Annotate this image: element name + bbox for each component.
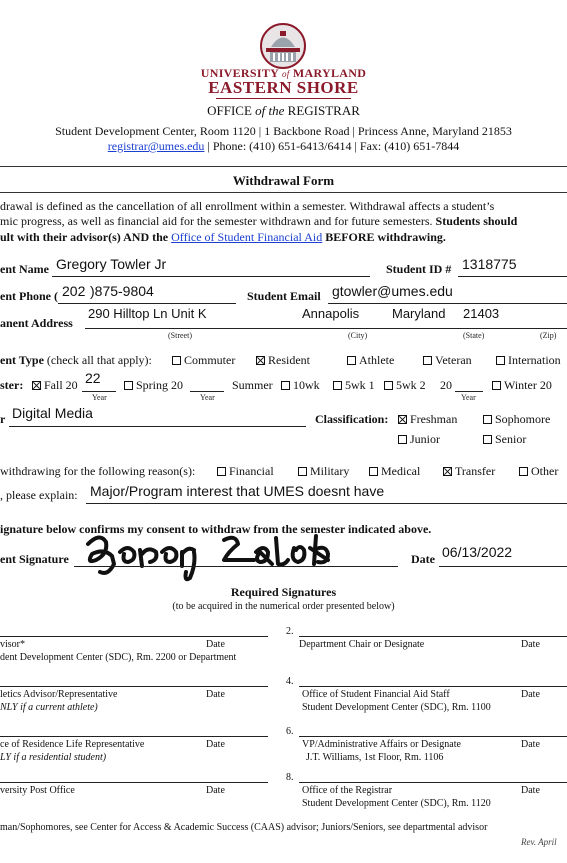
student-type-row: ent Type (check all that apply):: [0, 353, 152, 367]
checkbox-icon: [369, 467, 378, 476]
student-name-field[interactable]: Gregory Towler Jr: [56, 256, 167, 272]
checked-checkbox-icon: [256, 356, 265, 365]
semester-summer-label: Summer: [232, 378, 273, 392]
office-address: Student Development Center, Room 1120 | 1 Backbone Road | Princess Anne, Maryland 21853: [55, 124, 512, 138]
major-label: r: [0, 412, 6, 426]
consent-statement: ignature below confirms my consent to withdraw from the semester indicated above.: [0, 522, 432, 536]
sig4-location: Student Development Center (SDC), Rm. 1100: [302, 702, 491, 713]
logo-divider: [216, 98, 351, 99]
reason-financial-option[interactable]: Financial: [217, 464, 274, 479]
sig3-date-label: Date: [206, 689, 225, 700]
checkbox-icon: [496, 356, 505, 365]
reason-military-option[interactable]: Military: [298, 464, 349, 479]
class-senior-option[interactable]: Senior: [483, 432, 526, 447]
summer-5wk1-option[interactable]: 5wk 1: [333, 378, 375, 393]
checkbox-icon: [398, 435, 407, 444]
type-veteran-option[interactable]: Veteran: [423, 353, 472, 368]
revision-note: Rev. April: [521, 837, 557, 847]
sig5-date-label: Date: [206, 739, 225, 750]
caption-state: (State): [463, 331, 485, 340]
sig2-number: 2.: [286, 626, 294, 637]
major-field[interactable]: Digital Media: [12, 405, 93, 421]
intro-line-1: drawal is defined as the cancellation of all enrollment within a semester. Withdrawal affects a student’s: [0, 199, 495, 213]
required-signatures-subtitle: (to be acquired in the numerical order presented below): [172, 601, 395, 612]
sig6-location: J.T. Williams, 1st Floor, Rm. 1106: [306, 752, 444, 763]
university-seal-logo: [252, 22, 314, 70]
summer-5wk2-option[interactable]: 5wk 2: [384, 378, 426, 393]
title-divider: [0, 192, 567, 193]
date-label: Date: [411, 552, 435, 566]
student-id-label: Student ID #: [386, 262, 452, 276]
sig6-date-label: Date: [521, 739, 540, 750]
student-email-field[interactable]: gtowler@umes.edu: [332, 283, 453, 299]
checked-checkbox-icon: [398, 415, 407, 424]
type-international-option[interactable]: Internation: [496, 353, 561, 368]
explain-field[interactable]: Major/Program interest that UMES doesnt have: [90, 483, 385, 499]
checkbox-icon: [281, 381, 290, 390]
student-name-label: ent Name: [0, 262, 49, 276]
year-caption-spring: Year: [200, 393, 215, 402]
address-zip-field[interactable]: 21403: [463, 306, 500, 321]
caption-zip: (Zip): [540, 331, 557, 340]
semester-label: ster:: [0, 378, 24, 392]
phone-area-field[interactable]: 202: [62, 283, 86, 299]
sig2-title: Department Chair or Designate: [299, 639, 425, 650]
checked-checkbox-icon: [32, 381, 41, 390]
checkbox-icon: [333, 381, 342, 390]
caption-city: (City): [348, 331, 368, 340]
checkbox-icon: [347, 356, 356, 365]
address-street-field[interactable]: 290 Hilltop Ln Unit K: [88, 306, 207, 321]
checkbox-icon: [483, 415, 492, 424]
type-commuter-option[interactable]: Commuter: [172, 353, 235, 368]
checkbox-icon: [384, 381, 393, 390]
office-contact-line: registrar@umes.edu | Phone: (410) 651-6413/6414 | Fax: (410) 651-7844: [107, 139, 460, 153]
university-name-line2: EASTERN SHORE: [208, 78, 359, 97]
semester-winter-option[interactable]: Winter 20: [492, 378, 552, 393]
sig7-date-label: Date: [206, 785, 225, 796]
sig8-number: 8.: [286, 772, 294, 783]
advisor-footnote: man/Sophomores, see Center for Access & Academic Success (CAAS) advisor; Juniors/Seniors, see departmental advisor: [0, 822, 488, 833]
checkbox-icon: [172, 356, 181, 365]
sig5-note: LY if a residential student): [0, 752, 107, 763]
student-signature-image: [78, 530, 358, 582]
caption-street: (Street): [168, 331, 192, 340]
type-resident-option[interactable]: Resident: [256, 353, 310, 368]
semester-fall-option[interactable]: Fall 20: [32, 378, 78, 393]
type-athlete-option[interactable]: Athlete: [347, 353, 394, 368]
classification-label: Classification:: [315, 412, 389, 426]
year-caption-summer: Year: [461, 393, 476, 402]
checkbox-icon: [298, 467, 307, 476]
permanent-address-label: anent Address: [0, 316, 73, 330]
sig1-location: dent Development Center (SDC), Rm. 2200 or Department: [0, 652, 237, 663]
phone-number-field[interactable]: )875-9804: [90, 283, 154, 299]
reason-other-option[interactable]: Other: [519, 464, 558, 479]
year-caption-fall: Year: [92, 393, 107, 402]
student-phone-label: ent Phone (: [0, 289, 58, 303]
address-state-field[interactable]: Maryland: [392, 306, 446, 321]
reason-medical-option[interactable]: Medical: [369, 464, 420, 479]
sig6-number: 6.: [286, 726, 294, 737]
registrar-email-link[interactable]: registrar@umes.edu: [107, 139, 205, 153]
student-email-label: Student Email: [247, 289, 321, 303]
intro-line-2: mic progress, as well as financial aid for the semester withdrawn and for future semesters. Students should: [0, 214, 518, 228]
sig5-title: ce of Residence Life Representative: [0, 739, 145, 750]
university-name-line1: UNIVERSITY of MARYLAND: [200, 66, 367, 80]
required-signatures-title: Required Signatures: [230, 585, 337, 599]
class-freshman-option[interactable]: Freshman: [398, 412, 457, 427]
sig4-date-label: Date: [521, 689, 540, 700]
top-divider: [0, 166, 567, 167]
sig4-title: Office of Student Financial Aid Staff: [302, 689, 450, 700]
sig8-title: Office of the Registrar: [302, 785, 393, 796]
address-city-field[interactable]: Annapolis: [302, 306, 360, 321]
sig1-title: visor*: [0, 639, 25, 650]
sig8-date-label: Date: [521, 785, 540, 796]
intro-line-3: ult with their advisor(s) AND the Office of Student Financial Aid BEFORE withdrawing.: [0, 230, 446, 244]
class-sophomore-option[interactable]: Sophomore: [483, 412, 550, 427]
sig2-date-label: Date: [521, 639, 540, 650]
checkbox-icon: [217, 467, 226, 476]
checked-checkbox-icon: [443, 467, 452, 476]
semester-spring-option[interactable]: Spring 20: [124, 378, 183, 393]
sig3-note: NLY if a current athlete): [0, 702, 98, 713]
reason-transfer-option[interactable]: Transfer: [443, 464, 495, 479]
summer-10wk-option[interactable]: 10wk: [281, 378, 320, 393]
explain-label: , please explain:: [0, 488, 78, 502]
class-junior-option[interactable]: Junior: [398, 432, 440, 447]
checkbox-icon: [423, 356, 432, 365]
sig4-number: 4.: [286, 676, 294, 687]
sig6-title: VP/Administrative Affairs or Designate: [302, 739, 461, 750]
signature-label: ent Signature: [0, 552, 69, 566]
checkbox-icon: [483, 435, 492, 444]
sig1-date-label: Date: [206, 639, 225, 650]
fall-year-field[interactable]: 22: [85, 370, 101, 386]
checkbox-icon: [519, 467, 528, 476]
checkbox-icon: [492, 381, 501, 390]
sig7-title: versity Post Office: [0, 785, 75, 796]
sig8-location: Student Development Center (SDC), Rm. 1120: [302, 798, 491, 809]
date-field[interactable]: 06/13/2022: [442, 544, 513, 560]
form-title: Withdrawal Form: [232, 173, 335, 188]
sig3-title: letics Advisor/Representative: [0, 689, 118, 700]
office-title: OFFICE of the REGISTRAR: [207, 103, 360, 118]
student-id-field[interactable]: 1318775: [462, 256, 517, 272]
checkbox-icon: [124, 381, 133, 390]
financial-aid-link[interactable]: Office of Student Financial Aid: [171, 230, 323, 244]
summer-year-label: 20: [440, 378, 452, 392]
reason-label: withdrawing for the following reason(s):: [0, 464, 196, 478]
